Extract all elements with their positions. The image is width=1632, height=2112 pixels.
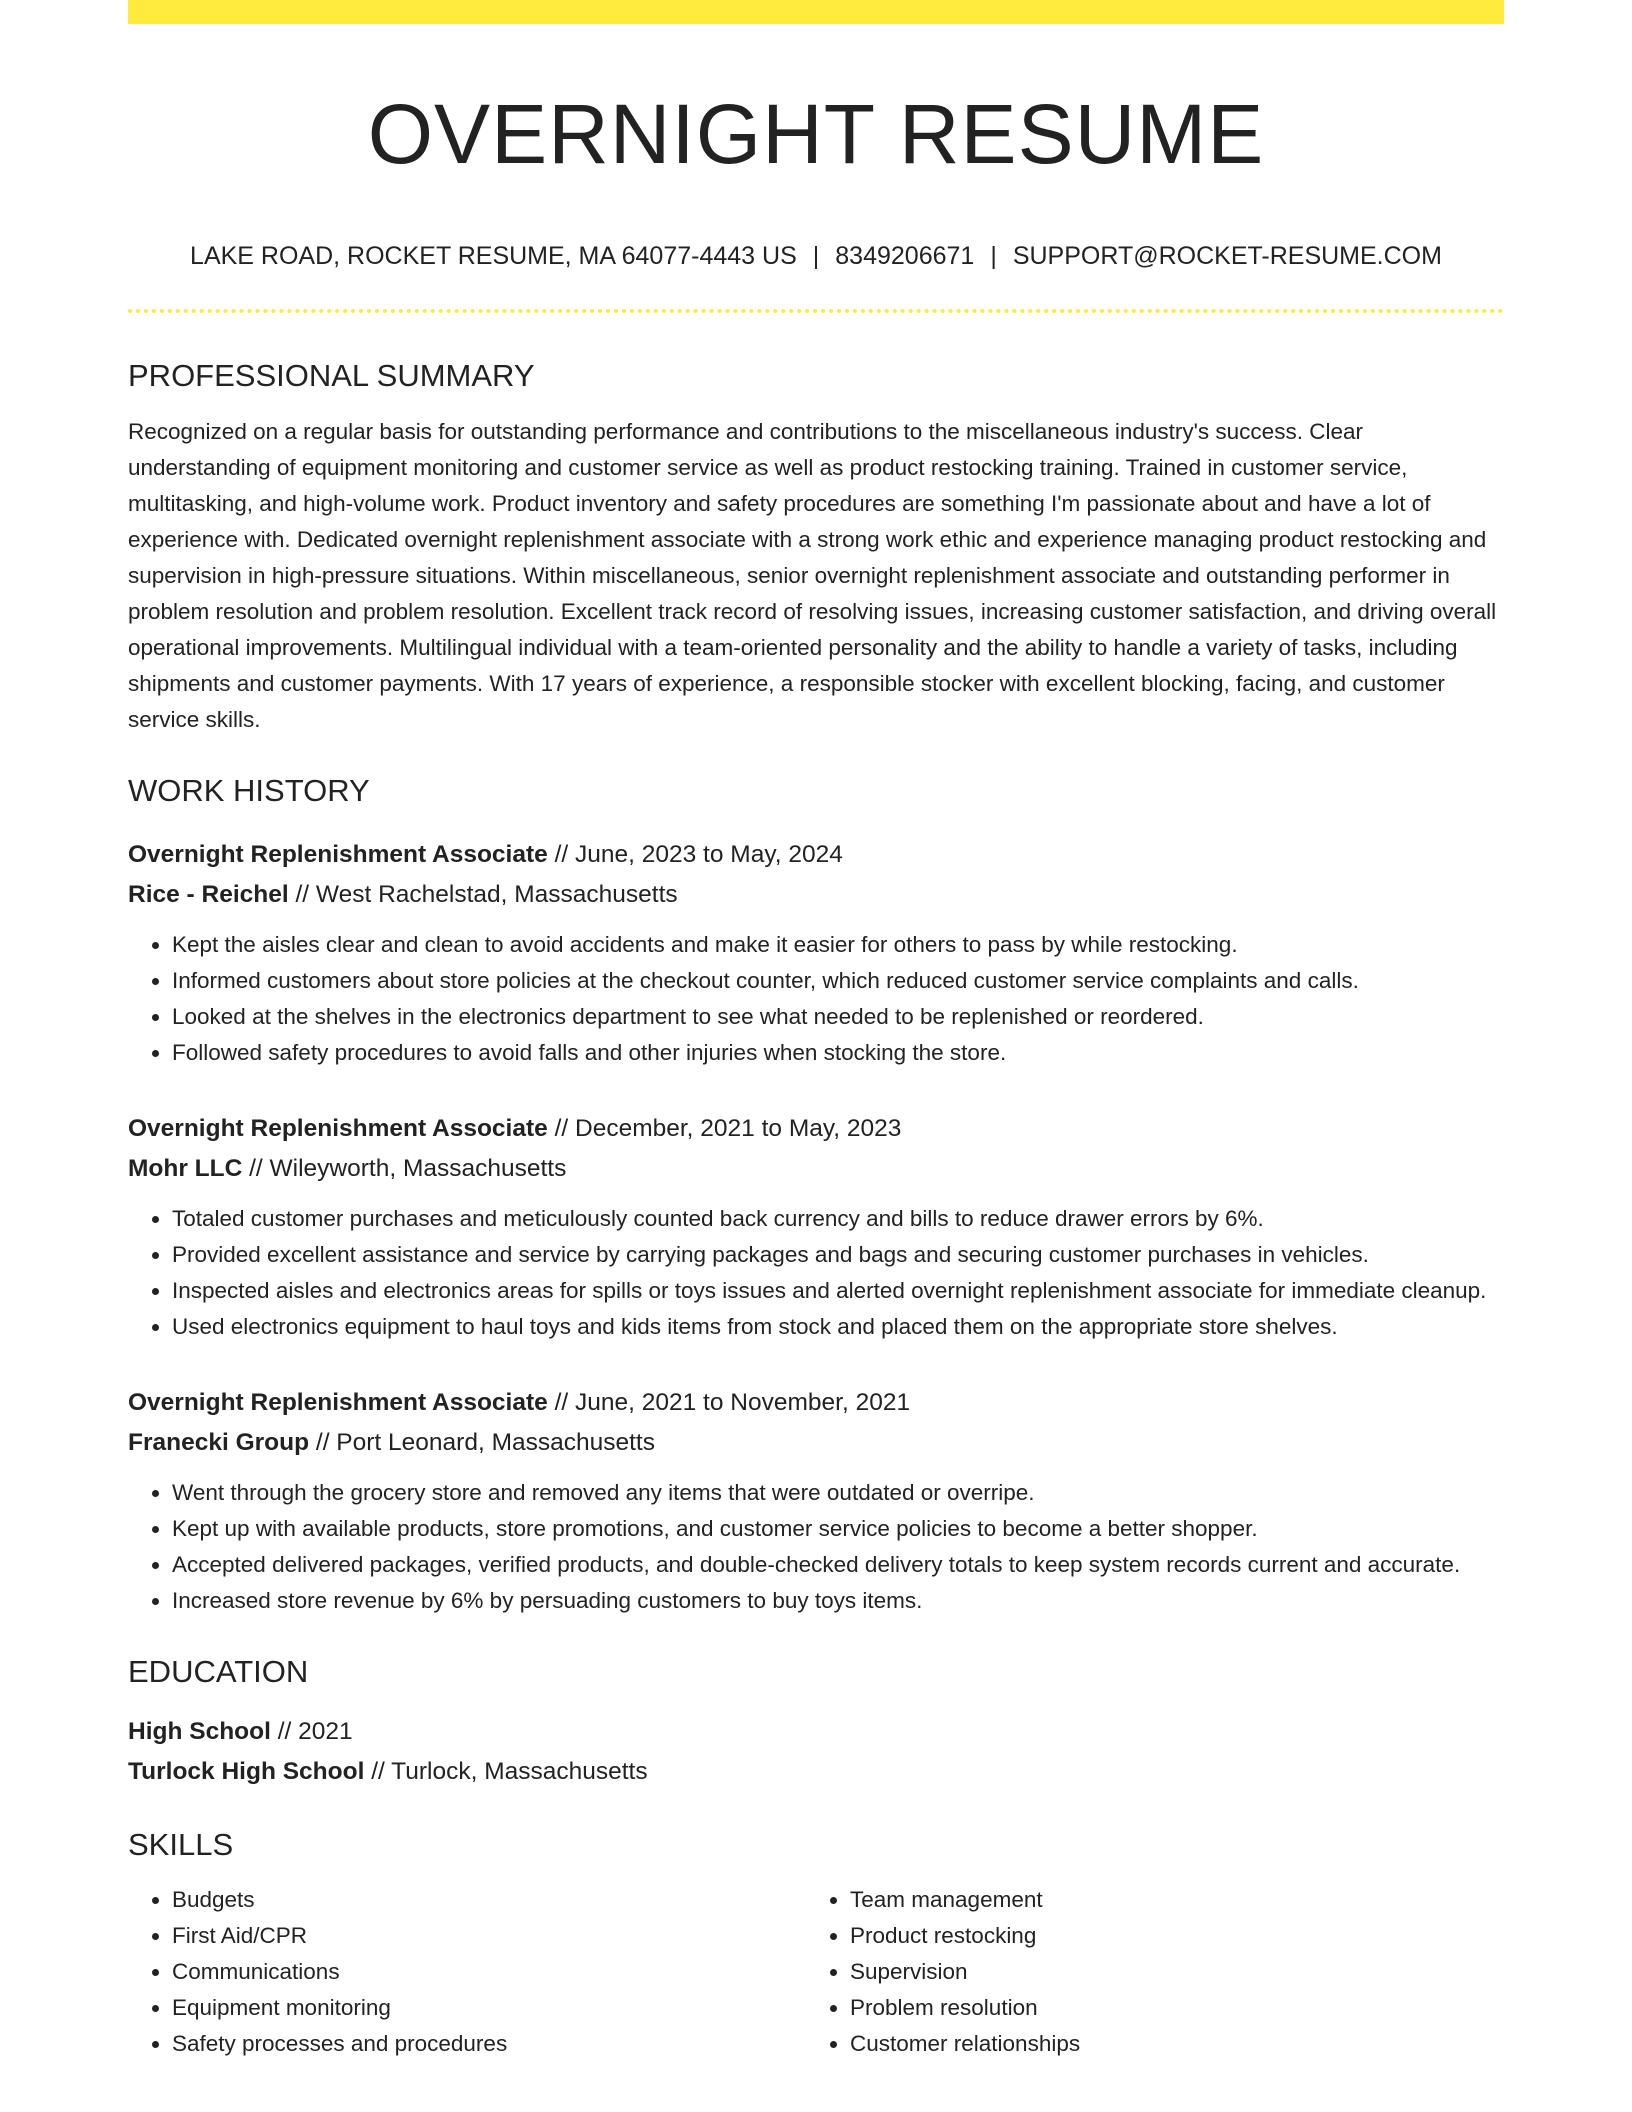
job-company-line [128,1149,1504,1189]
contact-email: SUPPORT@ROCKET-RESUME.COM [1012,241,1442,270]
education-year: // 2021 [270,1718,353,1746]
education-entry [128,1712,1504,1792]
job-role: Overnight Replenishment Associate [128,1115,548,1143]
list-item: • Followed safety procedures to avoid falls and other injuries when stocking the store. [172,1035,1504,1071]
job-bullets [128,1475,1504,1619]
contact-separator: | [990,241,997,270]
education-heading: EDUCATION [128,1654,309,1690]
education-school: Turlock High School [128,1758,365,1786]
skills-grid [128,1882,1504,2062]
list-item: • Increased store revenue by 6% by persuading customers to buy toys items. [172,1583,1504,1619]
skill-item: • Problem resolution [850,1990,1484,2026]
skills-heading: SKILLS [128,1827,234,1863]
contact-phone: 8349206671 [835,241,975,270]
resume-page [128,0,1504,2062]
list-item: • Informed customers about store policies at the checkout counter, which reduced customer service complaints and calls. [172,963,1504,999]
list-item: • Went through the grocery store and removed any items that were outdated or overripe. [172,1475,1504,1511]
job-location: // Port Leonard, Massachusetts [309,1429,655,1457]
job-entry [128,835,1504,1071]
skill-item: • Customer relationships [850,2026,1484,2062]
list-item: • Totaled customer purchases and meticulously counted back currency and bills to reduce drawer errors by 6%. [172,1201,1504,1237]
job-dates: // June, 2021 to November, 2021 [547,1389,911,1417]
job-title-line [128,1109,1504,1149]
list-item: • Used electronics equipment to haul toys and kids items from stock and placed them on the appropriate store shelves. [172,1309,1504,1345]
resume-name: OVERNIGHT RESUME [367,87,1265,181]
job-bullets [128,1201,1504,1345]
job-dates: // June, 2023 to May, 2024 [547,841,843,869]
education-degree: High School [128,1718,271,1746]
accent-top-bar [128,0,1504,24]
skill-item: • Equipment monitoring [172,1990,806,2026]
job-role: Overnight Replenishment Associate [128,1389,548,1417]
list-item: • Kept the aisles clear and clean to avoid accidents and make it easier for others to pass by while restocking. [172,927,1504,963]
list-item: • Accepted delivered packages, verified products, and double-checked delivery totals to keep system records current and accurate. [172,1547,1504,1583]
job-dates: // December, 2021 to May, 2023 [547,1115,902,1143]
job-location: // Wileyworth, Massachusetts [242,1155,567,1183]
job-company: Rice - Reichel [128,881,289,909]
job-entry [128,1109,1504,1345]
contact-separator: | [812,241,820,270]
summary-heading: PROFESSIONAL SUMMARY [128,357,535,393]
skills-list-right [806,1882,1484,2062]
education-school-line [128,1752,1504,1792]
skills-list-left [128,1882,806,2062]
job-company: Mohr LLC [128,1155,243,1183]
job-entry [128,1383,1504,1619]
skill-item: • Safety processes and procedures [172,2026,806,2062]
skill-item: • Team management [850,1882,1484,1918]
skill-item: • Supervision [850,1954,1484,1990]
list-item: • Kept up with available products, store promotions, and customer service policies to become a better shopper. [172,1511,1504,1547]
work-history-heading: WORK HISTORY [128,772,370,808]
skill-item: • Communications [172,1954,806,1990]
education-location: // Turlock, Massachusetts [364,1758,648,1786]
skill-item: • Product restocking [850,1918,1484,1954]
job-company: Franecki Group [128,1429,310,1457]
job-role: Overnight Replenishment Associate [128,841,548,869]
job-title-line [128,1383,1504,1423]
list-item: • Inspected aisles and electronics areas for spills or toys issues and alerted overnight replenishment associate for immediate cleanup. [172,1273,1504,1309]
skill-item: • First Aid/CPR [172,1918,806,1954]
job-company-line [128,875,1504,915]
contact-address: LAKE ROAD, ROCKET RESUME, MA 64077-4443 US [190,241,797,270]
skill-item: • Budgets [172,1882,806,1918]
education-degree-line [128,1712,1504,1752]
dotted-divider [128,309,1504,313]
list-item: • Provided excellent assistance and service by carrying packages and bags and securing customer purchases in vehicles. [172,1237,1504,1273]
summary-text: Recognized on a regular basis for outstanding performance and contributions to the miscellaneous industry's success. Clear understanding of equipment monitoring and customer service as well as product restocking training. Trained in customer service, multitasking, and high-volume work. Product inventory and safety procedures are something I'm passionate about and have a lot of experience with. Dedicated overnight replenishment associate with a strong work ethic and experience managing product restocking and supervision in high-pressure situations. Within miscellaneous, senior overnight replenishment associate and outstanding performer in problem resolution and problem resolution. Excellent track record of resolving issues, increasing customer satisfaction, and driving overall operational improvements. Multilingual individual with a team-oriented personality and the ability to handle a variety of tasks, including shipments and customer payments. With 17 years of experience, a responsible stocker with excellent blocking, facing, and customer service skills. [128,418,1497,732]
contact-line [128,241,1504,271]
job-company-line [128,1423,1504,1463]
job-location: // West Rachelstad, Massachusetts [288,881,678,909]
job-title-line [128,835,1504,875]
list-item: • Looked at the shelves in the electronics department to see what needed to be replenished or reordered. [172,999,1504,1035]
job-bullets [128,927,1504,1071]
